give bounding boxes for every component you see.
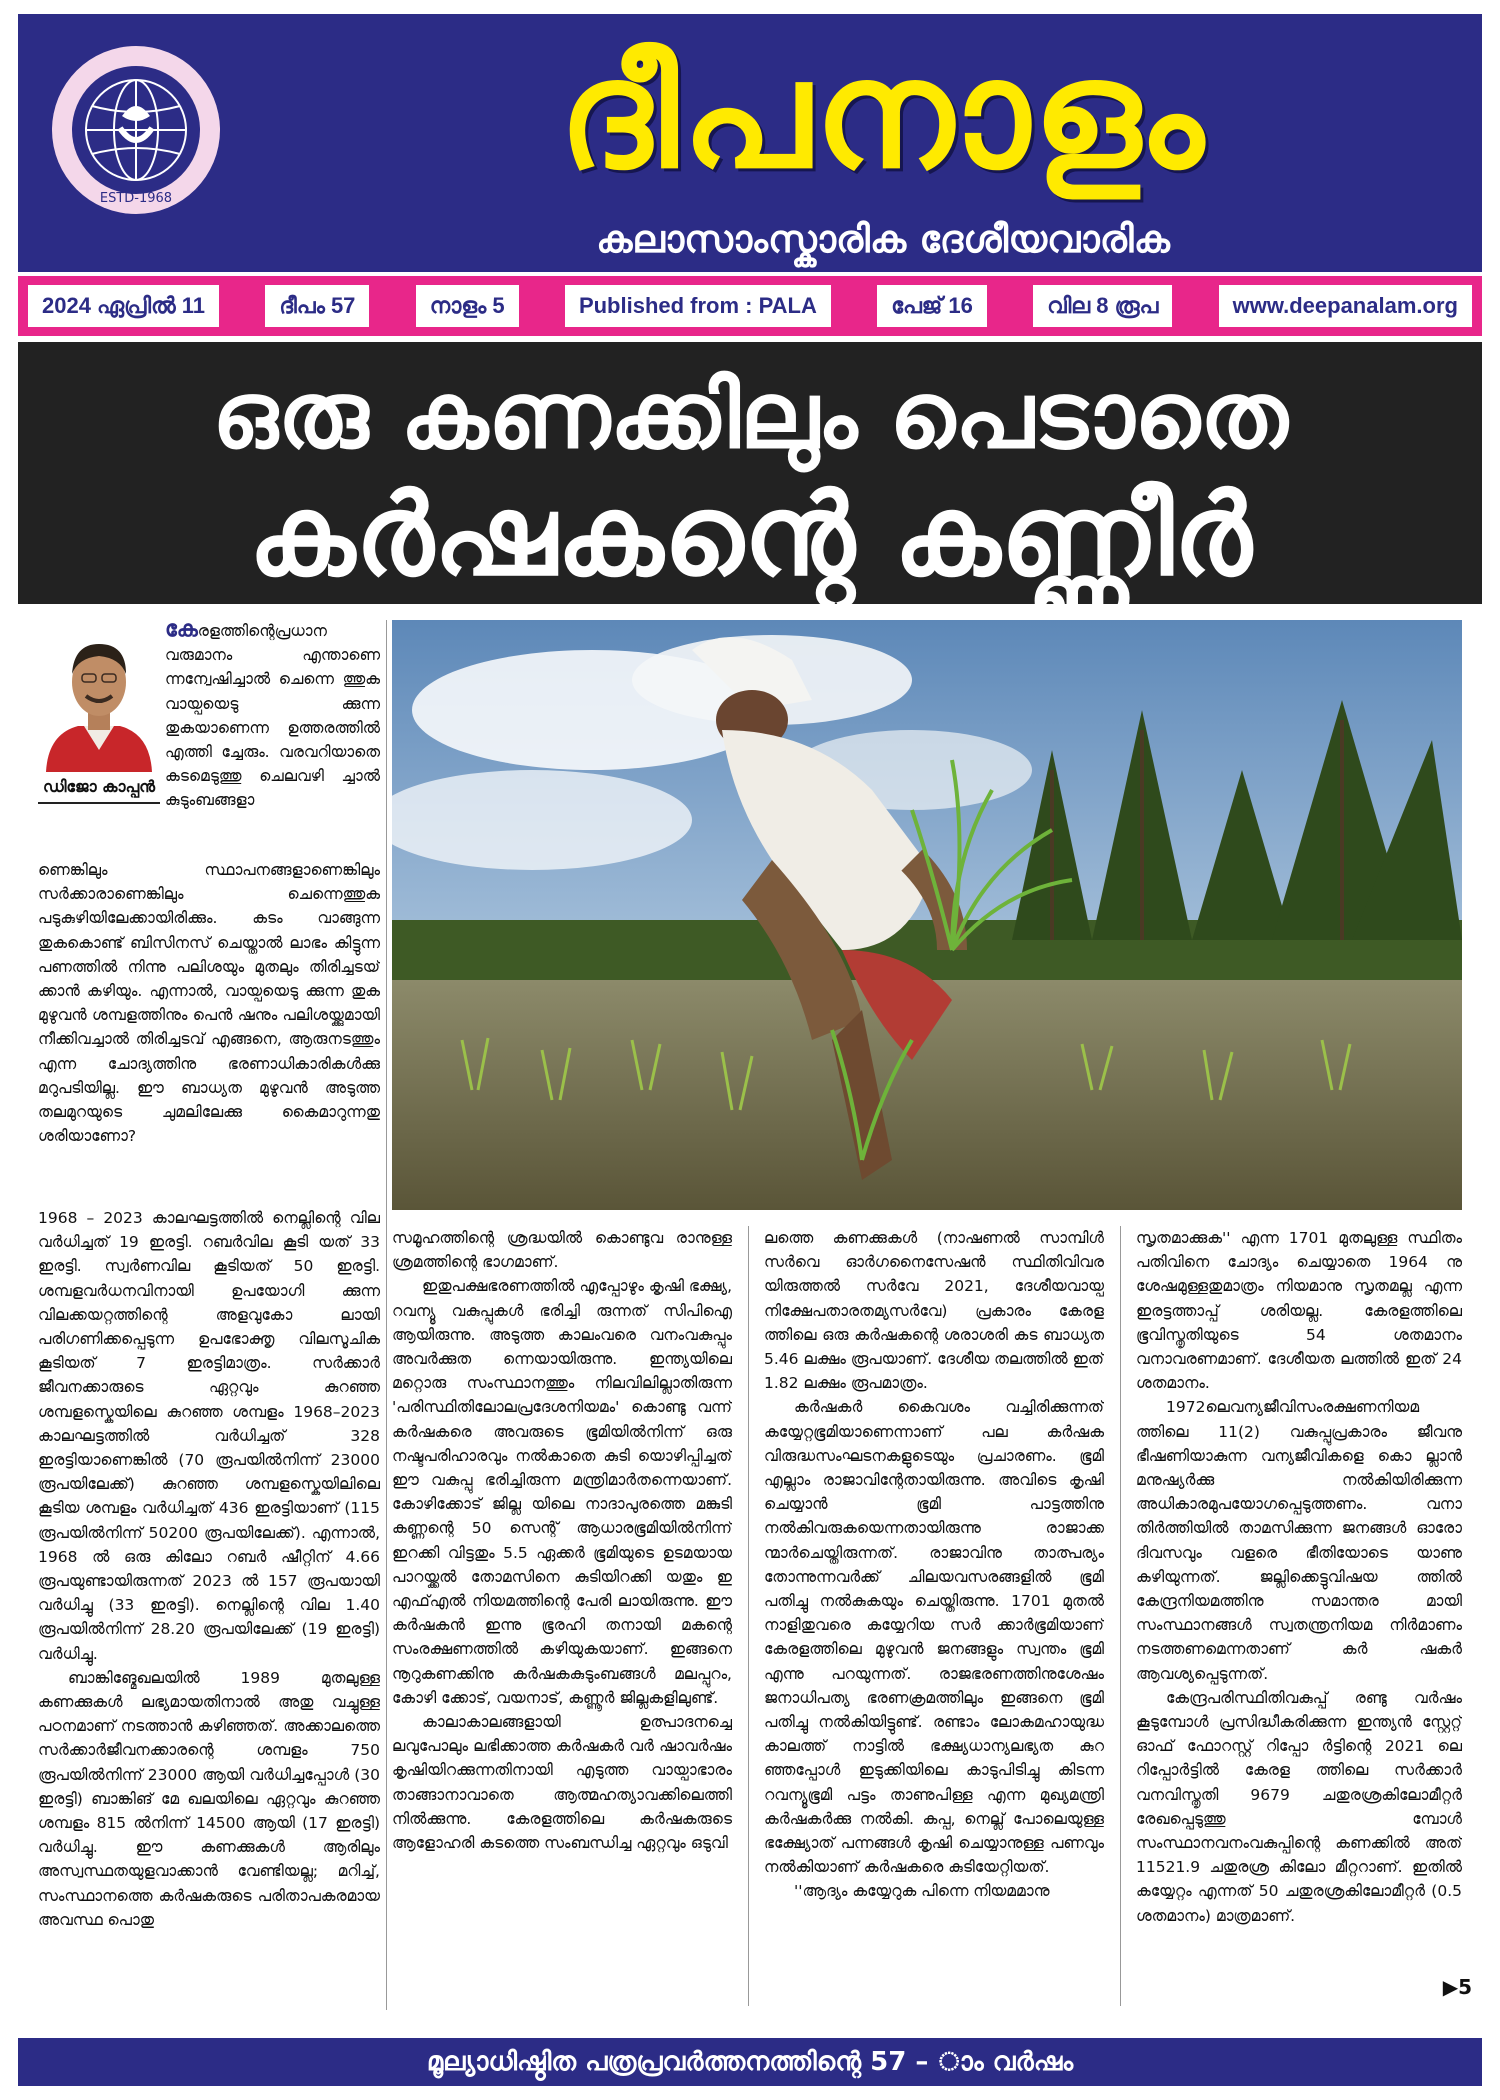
- issue-volume: ദീപം 57: [265, 285, 369, 327]
- article-intro-text: രളത്തിന്റെപ്രധാന വരുമാനം എന്താണെ ന്നന്വേഷിച്ചാൽ ചെന്നെ ത്തുക വായ്പയെടു ക്കുന്ന തുകയാണെന്ന ഉത്തരത്തിൽ എത്തി ച്ചേരും. വരവറിയാതെ കടമെടുത്തു ചെലവഴി ച്ചാൽ കുടുംബങ്ങളാ: [165, 622, 380, 810]
- farmer-planting-rice-photo: [392, 620, 1462, 1210]
- newspaper-title: ദീപനാളം: [558, 28, 1208, 202]
- issue-number: നാളം 5: [416, 285, 519, 327]
- headline-banner: [18, 342, 1482, 604]
- paragraph: കാലാകാലങ്ങളായി ഉത്പാദനച്ചെ ലവുപോലും ലഭിക്കാത്ത കർഷകർ വർ ഷാവർഷം കൃഷിയിറക്കുന്നതിനായി എടുത്ത വായ്പാഭാരം താങ്ങാനാവാതെ ആത്മഹത്യാവക്കിലെത്തി നിൽക്കുന്നു. കേരളത്തിലെ കർഷകരുടെ ആളോഹരി കടത്തെ സംബന്ധിച്ച ഏറ്റവും ഒടുവി: [392, 1713, 732, 1853]
- published-from: Published from : PALA: [565, 285, 831, 327]
- article-column-3: [764, 1226, 1104, 2006]
- paragraph: സമൂഹത്തിന്റെ ശ്രദ്ധയിൽ കൊണ്ടുവ രാനുള്ള ശ്രമത്തിന്റെ ഭാഗമാണ്.: [392, 1229, 732, 1272]
- article-column-4: [1136, 1226, 1462, 1946]
- author-byline: [38, 622, 160, 804]
- article-intro-continued: ണെങ്കിലും സ്ഥാപനങ്ങളാണെങ്കിലും സർക്കാരാണെങ്കിലും ചെന്നെത്തുക പടുകുഴിയിലേക്കായിരിക്കും. കടം വാങ്ങുന്ന തുകകൊണ്ട് ബിസിനസ് ചെയ്താൽ ലാഭം കിട്ടുന്ന പണത്തിൽ നിന്നു പലിശയും മുതലും തിരിച്ചടയ് ക്കാൻ കഴിയും. എന്നാൽ, വായ്പയെടു ക്കുന്ന തുക മുഴുവൻ ശമ്പളത്തിനും പെൻ ഷനും പലിശയ്ക്കുമായി നീക്കിവച്ചാൽ തിരിച്ചടവ് എങ്ങനെ, ആരുനടത്തും എന്ന ചോദ്യത്തിനു ഭരണാധികാരികൾക്കു മറുപടിയില്ല. ഈ ബാധ്യത മുഴുവൻ അടുത്ത തലമുറയുടെ ചുമലിലേക്കു കൈമാറുന്നതു ശരിയാണോ?: [38, 861, 380, 1146]
- issue-date: 2024 ഏപ്രിൽ 11: [28, 285, 219, 327]
- headline-line-2: കർഷകന്റെ കണ്ണീർ: [248, 471, 1252, 601]
- column-divider: [748, 1226, 749, 2006]
- newspaper-subtitle: കലാസാംസ്കാരിക ദേശീയവാരിക: [596, 217, 1170, 261]
- paragraph: കർഷകർ കൈവശം വച്ചിരിക്കുന്നത് കയ്യേറ്റഭൂമിയാണെന്നാണ് പല കർഷക വിരുദ്ധസംഘടനകളുടെയും പ്രചാരണം. ഭൂമി എല്ലാം രാജാവിന്റേതായിരുന്നു. അവിടെ കൃഷി ചെയ്യാൻ ഭൂമി പാട്ടത്തിനു നൽകിവരുകയെന്നതായിരുന്നു രാജാക്ക ന്മാർചെയ്തിരുന്നത്. രാജാവിനു താത്പര്യം തോന്നുന്നവർക്ക് ചിലയവസരങ്ങളിൽ ഭൂമി പതിച്ചു നൽകുകയും ചെയ്തിരുന്നു. 1701 മുതൽ നാളിതുവരെ കയ്യേറിയ സർ ക്കാർഭൂമിയാണ് കേരളത്തിലെ മുഴുവൻ ജനങ്ങളും സ്വന്തം ഭൂമി എന്നു പറയുന്നത്. രാജഭരണത്തിനുശേഷം ജനാധിപത്യ ഭരണക്രമത്തിലും ഇങ്ങനെ ഭൂമി പതിച്ചു നൽകിയിട്ടുണ്ട്. രണ്ടാം ലോകമഹായുദ്ധ കാലത്ത് നാട്ടിൽ ഭക്ഷ്യധാന്യലഭ്യത കുറ ഞ്ഞപ്പോൾ ഇടുക്കിയിലെ കാടുപിടിച്ചു കിടന്ന റവന്യൂഭൂമി പട്ടം താണുപിള്ള എന്ന മുഖ്യമന്ത്രി കർഷകർക്കു നൽകി. കപ്പ, നെല്ല് പോലെയുള്ള ഭക്ഷ്യോത് പന്നങ്ങൾ കൃഷി ചെയ്യാനുള്ള പണവും നൽകിയാണ് കർഷകരെ കുടിയേറ്റിയത്.: [764, 1398, 1104, 1877]
- paragraph: കേന്ദ്രപരിസ്ഥിതിവകുപ്പ് രണ്ടു വർഷം കൂടുമ്പോൾ പ്രസിദ്ധീകരിക്കുന്ന ഇന്ത്യൻ സ്റ്റേറ്റ് ഓഫ് ഫോറസ്റ്റ് റിപ്പോ ർട്ടിന്റെ 2021 ലെ റിപ്പോർട്ടിൽ കേരള ത്തിലെ സർക്കാർ വനവിസ്തൃതി 9679 ചതുരശ്രകിലോമീറ്റർ രേഖപ്പെടുത്തു മ്പോൾ സംസ്ഥാനവനംവകുപ്പിന്റെ കണക്കിൽ അത് 11521.9 ചതുരശ്ര കിലോ മീറ്ററാണ്. ഇതിൽ കയ്യേറ്റം എന്നത് 50 ചതുരശ്രകിലോമീറ്റർ (0.5 ശതമാനം) മാത്രമാണ്.: [1136, 1688, 1462, 1925]
- issue-price: വില 8 രൂപ: [1033, 285, 1172, 327]
- paragraph: 1968 – 2023 കാലഘട്ടത്തിൽ നെല്ലിന്റെ വില വർധിച്ചത് 19 ഇരട്ടി. റബർവില കൂടി യത് 33 ഇരട്ടി. സ്വർണവില കൂടിയത് 50 ഇരട്ടി. ശമ്പളവർധനവിനായി ഉപയോഗി ക്കുന്ന വിലക്കയറ്റത്തിന്റെ അളവുകോ ലായി പരിഗണിക്കപ്പെടുന്ന ഉപഭോക്തൃ വിലസൂചിക കൂടിയത് 7 ഇരട്ടിമാത്രം. സർക്കാർ ജീവനക്കാരുടെ ഏറ്റവും കുറഞ്ഞ ശമ്പളസ്കെയിലെ കുറഞ്ഞ ശമ്പളം 1968–2023 കാലഘട്ടത്തിൽ വർധിച്ചത് 328 ഇരട്ടിയാണെങ്കിൽ (70 രൂപയിൽനിന്ന് 23000 രൂപയിലേക്ക്) കുറഞ്ഞ ശമ്പളസ്കെയിലിലെ കൂടിയ ശമ്പളം വർധിച്ചത് 436 ഇരട്ടിയാണ് (115 രൂപയിൽനിന്ന് 50200 രൂപയിലേക്ക്). എന്നാൽ, 1968 ൽ ഒരു കിലോ റബർ ഷീറ്റിന് 4.66 രൂപയുണ്ടായിരുന്നത് 2023 ൽ 157 രൂപയായി വർധിച്ചു (33 ഇരട്ടി). നെല്ലിന്റെ വില 1.40 രൂപയിൽനിന്ന് 28.20 രൂപയിലേക്ക് (19 ഇരട്ടി) വർധിച്ചു.: [38, 1209, 380, 1663]
- page-count: പേജ് 16: [877, 285, 987, 327]
- footer-banner: മൂല്യാധിഷ്ഠിത പത്രപ്രവർത്തനത്തിന്റെ 57 – ാം വർഷം: [18, 2038, 1482, 2086]
- paragraph: 1972ലെവന്യജീവിസംരക്ഷണനിയമ ത്തിലെ 11(2) വകുപ്പുപ്രകാരം ജീവനു ഭീഷണിയാകുന്ന വന്യജീവികളെ കൊ ല്ലാൻ മനുഷ്യർക്കു നൽകിയിരിക്കുന്ന അധികാരമുപയോഗപ്പെടുത്തണം. വനാ തിർത്തിയിൽ താമസിക്കുന്ന ജനങ്ങൾ ഓരോ ദിവസവും വളരെ ഭീതിയോടെ യാണു കഴിയുന്നത്. ജല്ലിക്കെട്ടുവിഷയ ത്തിൽ കേന്ദ്രനിയമത്തിനു സമാന്തര മായി സംസ്ഥാനങ്ങൾ സ്വതന്ത്രനിയമ നിർമാണം നടത്തണമെന്നതാണ് കർ ഷകർ ആവശ്യപ്പെടുന്നത്.: [1136, 1398, 1462, 1683]
- author-photo: [38, 622, 160, 772]
- paragraph: ബാങ്കിങ്മേഖലയിൽ 1989 മുതലുള്ള കണക്കുകൾ ലഭ്യമായതിനാൽ അതു വച്ചുള്ള പഠനമാണ് നടത്താൻ കഴിഞ്ഞത്. അക്കാലത്തെ സർക്കാർജീവനക്കാരന്റെ ശമ്പളം 750 രൂപയിൽനിന്ന് 23000 ആയി വർധിച്ചപ്പോൾ (30 ഇരട്ടി) ബാങ്കിങ് മേ ഖലയിലെ ഏറ്റവും കുറഞ്ഞ ശമ്പളം 815 ൽനിന്ന് 14500 ആയി (17 ഇരട്ടി) വർധിച്ചു. ഈ കണക്കുകൾ ആരിലും അസ്വസ്ഥതയുളവാക്കാൻ വേണ്ടിയല്ല; മറിച്ച്, സംസ്ഥാനത്തെ കർഷകരുടെ പരിതാപകരമായ അവസ്ഥ പൊതു: [38, 1668, 380, 1929]
- masthead: [18, 14, 1482, 272]
- headline-line-1: ഒരു കണക്കിലും പെടാതെ: [212, 362, 1288, 469]
- svg-text:ESTD-1968: ESTD-1968: [99, 191, 173, 206]
- paragraph: ''ആദ്യം കയ്യേറുക പിന്നെ നിയമമാനു: [794, 1882, 1050, 1901]
- continued-on-page-link[interactable]: ▶5: [1442, 1975, 1472, 1999]
- column-divider: [1120, 1226, 1121, 2006]
- drop-cap: കേ: [165, 618, 198, 642]
- article-column-1: [38, 1206, 380, 2006]
- paragraph: സൃതമാക്കുക'' എന്ന 1701 മുതലുള്ള സ്ഥിതം പതിവിനെ ചോദ്യം ചെയ്യാതെ 1964 നു ശേഷമുള്ളതുമാത്രം നിയമാനു സൃതമല്ല എന്ന ഇരട്ടത്താപ്പ് ശരിയല്ല. കേരളത്തിലെ ഭൂവിസ്തൃതിയുടെ 54 ശതമാനം വനാവരണമാണ്. ദേശീയത ലത്തിൽ ഇത് 24 ശതമാനം.: [1136, 1229, 1462, 1393]
- article-column-2: [392, 1226, 732, 2006]
- author-name: ഡിജോ കാപ്പൻ: [38, 772, 160, 804]
- column-divider: [386, 620, 387, 2010]
- website-link[interactable]: www.deepanalam.org: [1219, 285, 1472, 327]
- paragraph: ഇതുപക്ഷഭരണത്തിൽ എപ്പോഴും കൃഷി ഭക്ഷ്യ, റവന്യൂ വകുപ്പുകൾ ഭരിച്ചി രുന്നത് സിപിഐ ആയിരുന്നു. അടുത്ത കാലംവരെ വനംവകുപ്പും അവർക്കുത ന്നെയായിരുന്നു. ഇന്ത്യയിലെ മറ്റൊരു സംസ്ഥാനത്തും നിലവിലില്ലാതിരുന്ന 'പരിസ്ഥിതിലോലപ്രദേശനിയമം' കൊണ്ടു വന്ന് കർഷകരെ അവരുടെ ഭൂമിയിൽനിന്ന് ഒരു നഷ്ടപരിഹാരവും നൽകാതെ കുടി യൊഴിപ്പിച്ചത് ഈ വകുപ്പു ഭരിച്ചിരുന്ന മന്ത്രിമാർതന്നെയാണ്. കോഴിക്കോട് ജില്ല യിലെ നാദാപുരത്തെ മങ്കുടി കണ്ണന്റെ 50 സെന്റ് ആധാരഭൂമിയിൽനിന്ന് ഇറക്കി വിട്ടതും 5.5 ഏക്കർ ഭൂമിയുടെ ഉടമയായ പാറയ്ക്കൽ തോമസിനെ കുടിയിറക്കി യതും ഇ എഫ്എൽ നിയമത്തിന്റെ പേരി ലായിരുന്നു. ഈ കർഷകൻ ഇന്നു ഭൂരഹി തനായി മകന്റെ സംരക്ഷണത്തിൽ കഴിയുകയാണ്. ഇങ്ങനെ നൂറുകണക്കിനു കർഷകകുടുംബങ്ങൾ മലപ്പുറം, കോഴി ക്കോട്, വയനാട്, കണ്ണൂർ ജില്ലകളിലുണ്ട്.: [392, 1277, 732, 1707]
- newspaper-logo: [50, 44, 222, 216]
- article-intro-side: [165, 618, 380, 858]
- paragraph: ലത്തെ കണക്കുകൾ (നാഷണൽ സാമ്പിൾ സർവെ ഓർഗനൈസേഷൻ സ്ഥിതിവിവര യിരുത്തൽ സർവേ 2021, ദേശീയവായ്പ നിക്ഷേപതാരതമ്യസർവേ) പ്രകാരം കേരള ത്തിലെ ഒരു കർഷകന്റെ ശരാശരി കട ബാധ്യത 5.46 ലക്ഷം രൂപയാണ്. ദേശീയ തലത്തിൽ ഇത് 1.82 ലക്ഷം രൂപമാത്രം.: [764, 1229, 1104, 1393]
- issue-info-bar: [18, 276, 1482, 336]
